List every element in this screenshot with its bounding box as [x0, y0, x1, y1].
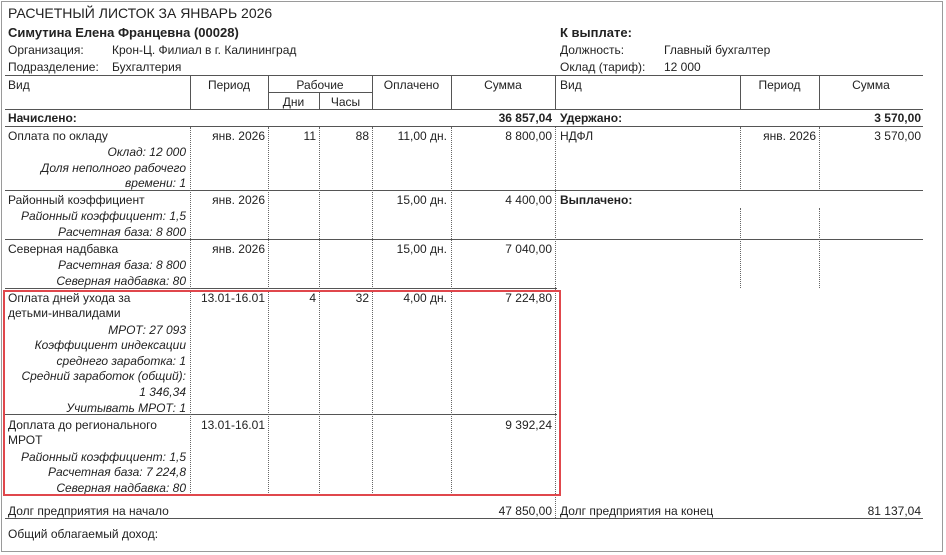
row-detail: времени: 1: [125, 176, 186, 190]
position-value: Главный бухгалтер: [664, 43, 771, 57]
accrued-label: Начислено:: [8, 111, 77, 125]
row-days: 4: [309, 291, 316, 305]
body-div-8a: [819, 127, 820, 189]
row-name-line: детьми-инвалидами: [8, 306, 121, 320]
row-name: Оплата по окладу: [8, 129, 108, 143]
col-header-sum: Сумма: [484, 78, 522, 92]
row-detail: Доля неполного рабочего: [40, 161, 186, 175]
row-detail: МРОТ: 27 093: [108, 323, 186, 337]
col-header-paid: Оплачено: [383, 78, 440, 92]
row-name-line: Оплата дней ухода за: [8, 291, 131, 305]
row-name-line: МРОТ: [8, 433, 43, 447]
row-paid: 4,00 дн.: [403, 291, 447, 305]
row-detail: Средний заработок (общий):: [21, 369, 186, 383]
row2-bottom-rule: [5, 239, 923, 240]
body-div-7a: [740, 127, 741, 189]
deduction-period: янв. 2026: [763, 129, 816, 143]
deduction-sum: 3 570,00: [874, 129, 921, 143]
row-hours: 88: [355, 129, 369, 143]
row-detail: Северная надбавка: 80: [56, 481, 186, 495]
debt-start-label: Долг предприятия на начало: [8, 504, 169, 518]
row-period: янв. 2026: [212, 129, 265, 143]
dept-label: Подразделение:: [8, 60, 99, 74]
row-sum: 7 224,80: [505, 291, 552, 305]
row-detail: Коэффициент индексации: [34, 338, 186, 352]
row-detail: Оклад: 12 000: [107, 145, 186, 159]
row-name: Северная надбавка: [8, 242, 119, 256]
salary-label: Оклад (тариф):: [560, 60, 646, 74]
row-hours: 32: [355, 291, 369, 305]
row-detail: 1 346,34: [139, 385, 186, 399]
row-detail: Учитывать МРОТ: 1: [66, 401, 186, 415]
row-sum: 8 800,00: [505, 129, 552, 143]
withheld-total: 3 570,00: [874, 111, 921, 125]
row-name: Районный коэффициент: [8, 193, 145, 207]
col-header-period2: Период: [758, 78, 801, 92]
row-detail: Расчетная база: 7 224,8: [47, 465, 186, 479]
header-bottom-rule: [5, 109, 923, 110]
row-name-line: Доплата до регионального: [8, 418, 157, 432]
accrued-total: 36 857,04: [498, 111, 552, 125]
row3-bottom-rule: [5, 288, 557, 289]
highlight-box: [3, 290, 561, 496]
row-sum: 4 400,00: [505, 193, 552, 207]
row-sum: 9 392,24: [505, 418, 552, 432]
row-period: 13.01-16.01: [200, 291, 265, 305]
col-header-sum2: Сумма: [852, 78, 890, 92]
debt-end-value: 81 137,04: [867, 504, 921, 518]
row-detail: Северная надбавка: 80: [56, 274, 186, 288]
dept-value: Бухгалтерия: [112, 60, 182, 74]
org-label: Организация:: [8, 43, 84, 57]
org-value: Крон-Ц. Филиал в г. Калининград: [112, 43, 297, 57]
col-header-period: Период: [207, 78, 251, 92]
totals-bottom-rule: [5, 126, 923, 127]
row-detail: Расчетная база: 8 800: [57, 225, 186, 239]
col-header-days: Дни: [282, 95, 305, 109]
debt-bottom-rule: [5, 518, 923, 519]
row-paid: 11,00 дн.: [397, 129, 447, 143]
row-detail: Расчетная база: 8 800: [57, 258, 186, 272]
withheld-label: Удержано:: [560, 111, 623, 125]
col-header-vid2: Вид: [560, 78, 582, 92]
to-pay-label: К выплате:: [560, 25, 632, 40]
body-div-7b: [740, 208, 741, 288]
row-period: янв. 2026: [212, 193, 265, 207]
position-label: Должность:: [560, 43, 625, 57]
deduction-name: НДФЛ: [560, 129, 594, 143]
taxable-income-label: Общий облагаемый доход:: [8, 527, 159, 541]
col-header-hours: Часы: [330, 95, 361, 109]
row-sum: 7 040,00: [505, 242, 552, 256]
row-detail: Районный коэффициент: 1,5: [20, 450, 186, 464]
working-sub-rule: [268, 92, 372, 93]
paid-out-label: Выплачено:: [560, 193, 633, 207]
hdr-div-6: [555, 75, 556, 109]
row-paid: 15,00 дн.: [396, 242, 447, 256]
col-header-vid: Вид: [8, 78, 30, 92]
employee-name: Симутина Елена Францевна (00028): [8, 25, 239, 40]
table-top-rule: [5, 75, 923, 76]
debt-start-value: 47 850,00: [498, 504, 552, 518]
debt-end-label: Долг предприятия на конец: [560, 504, 714, 518]
payslip-title: РАСЧЕТНЫЙ ЛИСТОК ЗА ЯНВАРЬ 2026: [8, 5, 273, 21]
row-days: 11: [303, 129, 316, 143]
row-period: 13.01-16.01: [200, 418, 265, 432]
row-period: янв. 2026: [212, 242, 265, 256]
col-header-working: Рабочие: [296, 78, 344, 92]
row-detail: среднего заработка: 1: [56, 354, 186, 368]
body-div-8b: [819, 208, 820, 288]
salary-value: 12 000: [664, 60, 701, 74]
row1-bottom-rule: [5, 190, 923, 191]
row-paid: 15,00 дн.: [396, 193, 447, 207]
row-detail: Районный коэффициент: 1,5: [20, 209, 186, 223]
